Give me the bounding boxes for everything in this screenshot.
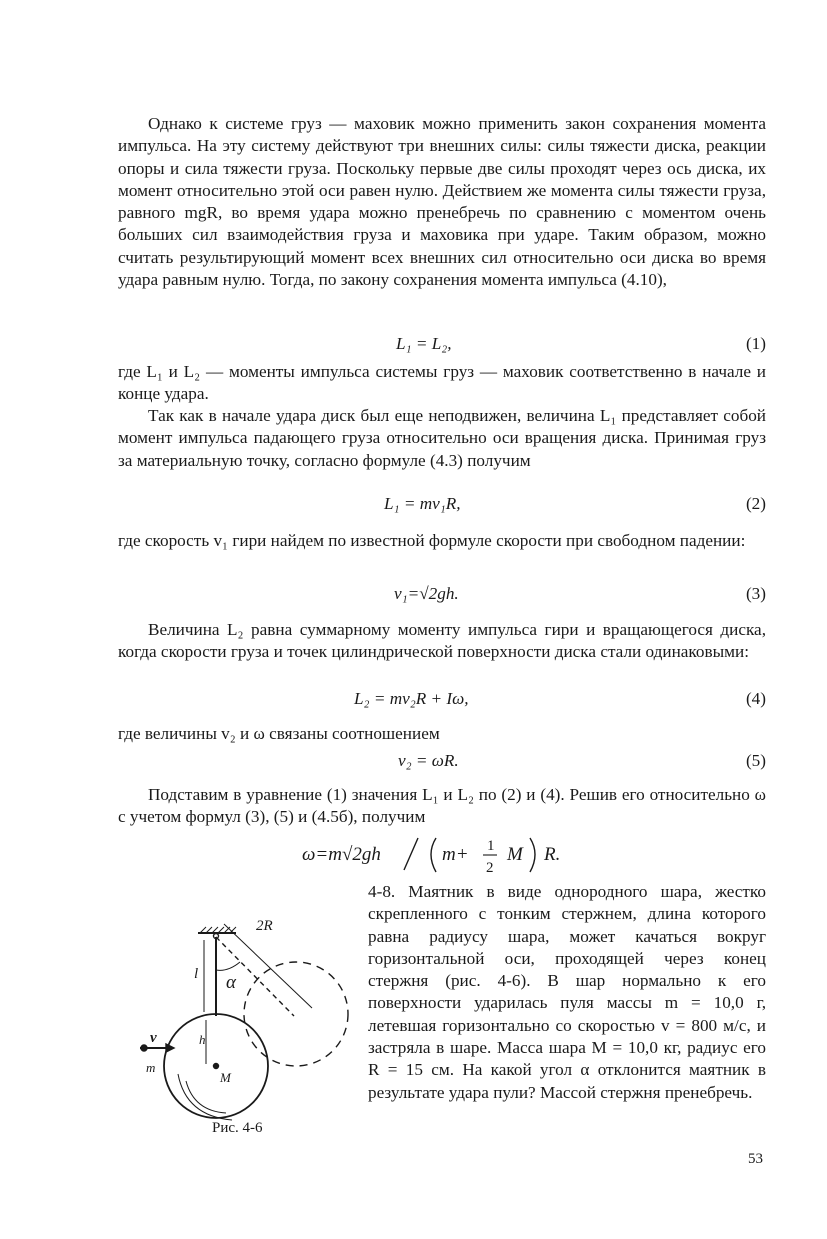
paragraph-substitution: Подставим в уравнение (1) значения L₁ и L₂ по (2) и (4). Решив его относительно ω с учетом формул (3), (5) и (4.5б), получим [118, 785, 766, 827]
label-v: v [150, 1030, 157, 1046]
equation-4-formula: L₂ = mv₂R + Iω, [354, 689, 469, 708]
figure-pendulum [136, 906, 366, 1136]
paragraph-initial-moment: Так как в начале удара диск был еще неподвижен, величина L₁ представляет собой момент импульса падающего груза относительно оси вращения диска. Принимая груз за материальную точку, согласно формуле (4.3) получим [118, 406, 766, 470]
angle-arc [216, 962, 240, 970]
equation-1 [118, 333, 766, 357]
equation-5 [118, 750, 766, 774]
problem-4-8: 4-8. Маятник в виде однородного шара, жестко скрепленного с тонким стержнем, длина которого равна радиусу шара, может качаться вокруг горизонтальной оси, проходящей через конец стержня (рис. 4-6). В шар нормально к его поверхности ударилась пуля массы m = 10,0 г, летевшая горизонтально со скоростью v = 800 м/с, и застряла в шаре. Масса шара M = 10,0 кг, радиус его R = 15 см. На какой угол α отклонится маятник в результате удара пули? Массой стержня пренебречь. [368, 882, 766, 1102]
label-h: h [199, 1032, 206, 1047]
final-formula-lhs: ω=m√2gh [302, 844, 381, 865]
final-omega-formula [300, 832, 600, 880]
paragraph-moments-definition: где L₁ и L₂ — моменты импульса системы груз — маховик соответственно в начале и конце удара. [118, 362, 766, 404]
equation-1-number: (1) [745, 334, 766, 353]
paragraph-relation: где величины v₂ и ω связаны соотношением [118, 724, 440, 743]
left-paren [431, 838, 436, 872]
equation-1-formula: L₁ = L₂, [396, 334, 452, 353]
slash-line [404, 838, 418, 870]
paragraph-final-moment: Величина L₂ равна суммарному моменту импульса гири и вращающегося диска, когда скорости груза и точек цилиндрической поверхности диска стали одинаковыми: [118, 620, 766, 662]
equation-3 [118, 583, 766, 607]
equation-3-formula: v₁=√2gh. [394, 584, 459, 603]
equation-4 [118, 688, 766, 712]
label-M: M [220, 1070, 231, 1085]
radius-dimension-line [224, 924, 312, 1008]
final-formula-tail: R. [544, 844, 561, 865]
label-m: m [146, 1060, 156, 1075]
label-2R: 2R [256, 918, 273, 934]
figure-caption: Рис. 4-6 [212, 1120, 263, 1136]
label-l: l [194, 966, 199, 982]
equation-3-number: (3) [745, 584, 766, 603]
paragraph-free-fall-speed: где скорость v₁ гири найдем по известной формуле скорости при свободном падении: [118, 531, 746, 550]
label-alpha: α [226, 972, 236, 993]
deflected-ball [244, 962, 348, 1066]
equation-2 [118, 493, 766, 517]
fraction-denominator: 2 [486, 860, 494, 876]
equation-5-formula: v₂ = ωR. [398, 751, 459, 770]
final-formula-mid: m+ [442, 844, 469, 865]
ball-center [214, 1064, 219, 1069]
bullet [141, 1045, 147, 1051]
final-formula-M: M [507, 844, 523, 865]
right-paren [530, 838, 535, 872]
equation-2-formula: L₁ = mv₁R, [384, 494, 461, 513]
fraction-numerator: 1 [487, 838, 495, 854]
arrow-head [166, 1044, 174, 1052]
paragraph-conservation-law: Однако к системе груз — маховик можно применить закон сохранения момента импульса. На эту систему действуют три внешних силы: силы тяжести диска, реакции опоры и сила тяжести груза. Поскольку первые две силы проходят через ось диска, их момент относительно этой оси равен нулю. Действием же момента силы тяжести груза, равного mgR, во время удара можно пренебречь по сравнению с моментом очень больших сил взаимодействия груза и маховика при ударе. Таким образом, можно считать результирующий момент всех внешних сил относительно оси диска во время удара равным нулю. Тогда, по закону сохранения момента импульса (4.10), [118, 114, 766, 290]
equation-4-number: (4) [745, 689, 766, 708]
equation-5-number: (5) [745, 751, 766, 770]
page-number: 53 [748, 1151, 763, 1167]
ball-shading [186, 1081, 226, 1113]
equation-2-number: (2) [745, 494, 766, 513]
